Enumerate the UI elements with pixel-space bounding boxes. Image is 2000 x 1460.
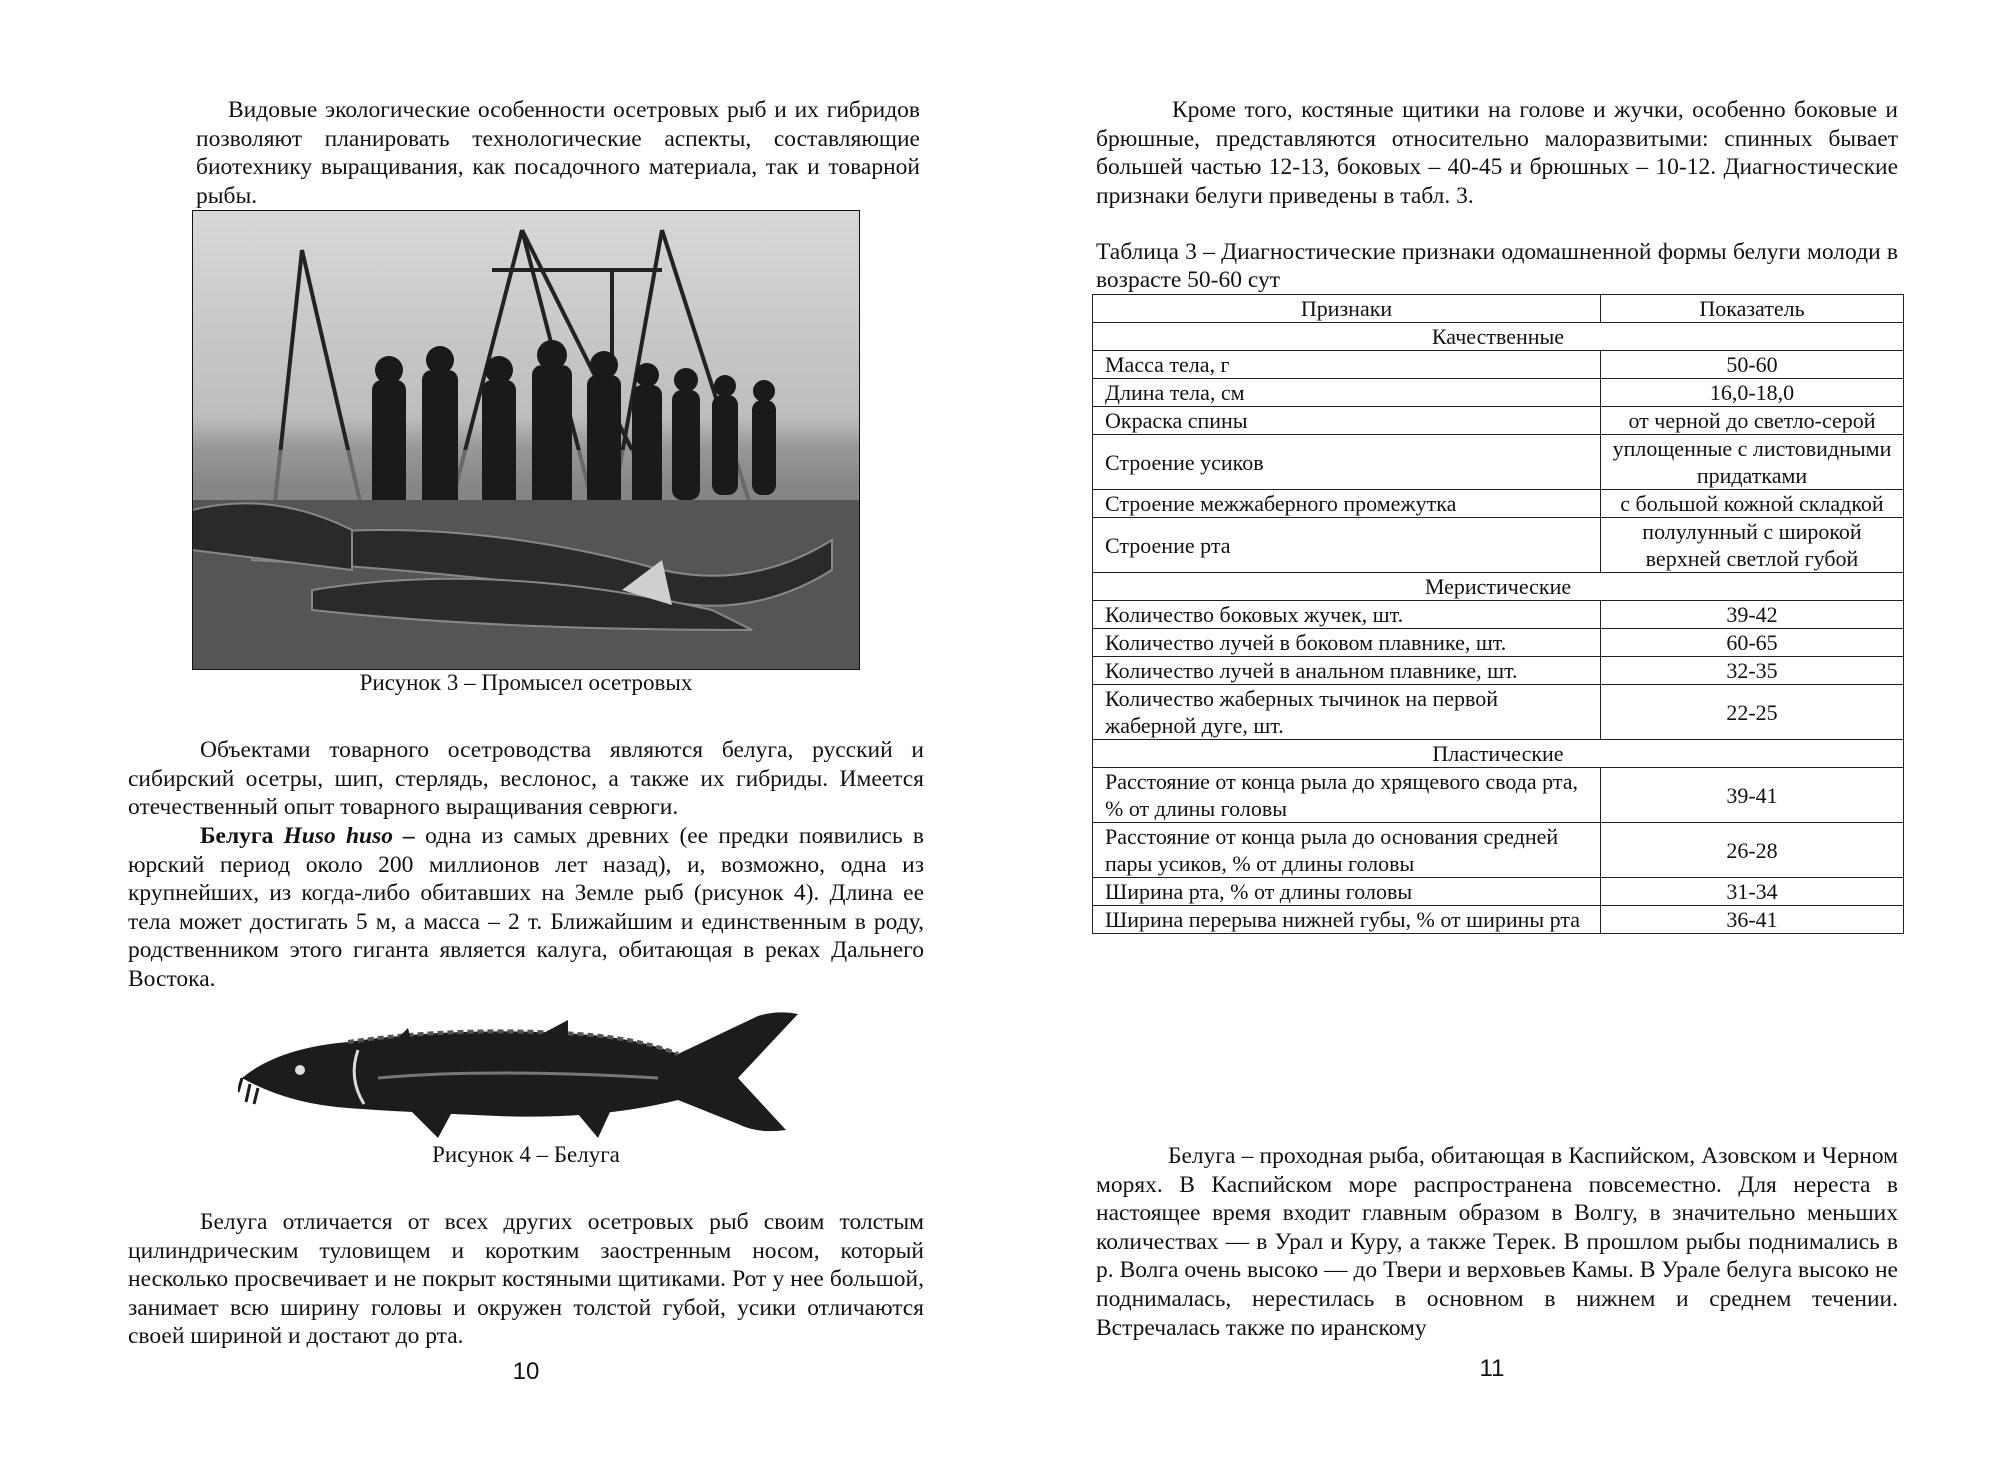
table-cell-value: 50-60 bbox=[1601, 351, 1904, 379]
table-cell-value: 31-34 bbox=[1601, 878, 1904, 906]
right-paragraph-1: Кроме того, костяные щитики на голове и жучки, особенно боковые и брюшные, представляются относительно малоразвитыми: спинных бывает большей частью 12-13, боковых – 40-45 и брюшных – 10-12. Диагностические признаки белуги приведены в табл. 3. bbox=[1096, 97, 1898, 209]
figure-3-caption: Рисунок 3 – Промысел осетровых bbox=[359, 670, 693, 695]
table-cell-value: 32-35 bbox=[1601, 657, 1904, 685]
table-cell-feature: Длина тела, см bbox=[1093, 379, 1601, 407]
table-section-title: Пластические bbox=[1093, 740, 1904, 768]
table-cell-feature: Ширина рта, % от длины головы bbox=[1093, 878, 1601, 906]
table-cell-feature: Количество лучей в боковом плавнике, шт. bbox=[1093, 629, 1601, 657]
beluga-term: Белуга bbox=[200, 823, 274, 849]
table-cell-feature: Строение усиков bbox=[1093, 435, 1601, 490]
table-cell-value: от черной до светло-серой bbox=[1601, 407, 1904, 435]
figure-4-caption: Рисунок 4 – Белуга bbox=[432, 1142, 620, 1167]
table-cell-value: 22-25 bbox=[1601, 685, 1904, 740]
table-row bbox=[1093, 657, 1904, 685]
table-row bbox=[1093, 435, 1904, 490]
table-3-caption: Таблица 3 – Диагностические признаки одомашненной формы белуги молоди в возрасте 50-60 сут bbox=[1096, 239, 1898, 293]
table-section-row bbox=[1093, 573, 1904, 601]
diagnostic-table bbox=[1092, 294, 1904, 934]
table-row bbox=[1093, 685, 1904, 740]
table-cell-feature: Количество боковых жучек, шт. bbox=[1093, 601, 1601, 629]
table-cell-value: 26-28 bbox=[1601, 823, 1904, 878]
table-cell-value: 39-41 bbox=[1601, 768, 1904, 823]
table-cell-value: с большой кожной складкой bbox=[1601, 490, 1904, 518]
table-cell-feature: Строение рта bbox=[1093, 518, 1601, 573]
table-row bbox=[1093, 906, 1904, 934]
table-cell-feature: Масса тела, г bbox=[1093, 351, 1601, 379]
table-header-row bbox=[1093, 295, 1904, 323]
table-row bbox=[1093, 407, 1904, 435]
table-row bbox=[1093, 629, 1904, 657]
table-section-row bbox=[1093, 323, 1904, 351]
fishery-photo-illustration bbox=[192, 210, 860, 670]
table-row bbox=[1093, 518, 1904, 573]
table-row bbox=[1093, 878, 1904, 906]
left-paragraph-3: Белуга Huso huso – одна из самых древних (ее предки появились в юрский период около 200 миллионов лет назад), и, возможно, одна из крупнейших, из когда-либо обитавших на Земле рыб (рисунок 4). Длина ее тела может достигать 5 м, а масса – 2 т. Ближайшим и единственным в роду, родственником этого гиганта является калуга, обитающая в реках Дальнего Востока. bbox=[128, 823, 924, 992]
left-paragraph-4: Белуга отличается от всех других осетровых рыб своим толстым цилиндрическим туловищем и коротким заостренным носом, который несколько просвечивает и не покрыт костяными щитиками. Рот у нее большой, занимает всю ширину головы и окружен толстой губой, усики отличаются своей шириной и достают до рта. bbox=[128, 1209, 924, 1350]
left-paragraph-1: Видовые экологические особенности осетровых рыб и их гибридов позволяют планировать технологические аспекты, составляющие биотехнику выращивания, как посадочного материала, так и товарной рыбы. bbox=[196, 97, 920, 209]
table-section-row bbox=[1093, 740, 1904, 768]
huso-huso-term: Huso huso – bbox=[283, 823, 415, 849]
left-paragraph-2: Объектами товарного осетроводства являются белуга, русский и сибирский осетры, шип, стерлядь, веслонос, а также их гибриды. Имеется отечественный опыт товарного выращивания севрюги. bbox=[128, 737, 924, 821]
table-row bbox=[1093, 823, 1904, 878]
right-paragraph-2: Белуга – проходная рыба, обитающая в Каспийском, Азовском и Черном морях. В Каспийском море распространена повсеместно. Для нереста в настоящее время входит главным образом в Волгу, в значительно меньших количествах — в Урал и Куру, а также Терек. В прошлом рыбы поднимались в р. Волга очень высоко — до Твери и верховьев Камы. В Урале белуга высоко не поднималась, нерестилась в основном в нижнем и среднем течении. Встречалась также по иранскому bbox=[1096, 1143, 1898, 1341]
table-cell-feature: Строение межжаберного промежутка bbox=[1093, 490, 1601, 518]
figure-4-beluga-drawing bbox=[238, 1008, 808, 1144]
figure-3-photo bbox=[192, 210, 860, 670]
table-row bbox=[1093, 379, 1904, 407]
page-number-left: 10 bbox=[512, 1358, 540, 1385]
table-cell-feature: Расстояние от конца рыла до хрящевого свода рта, % от длины головы bbox=[1093, 768, 1601, 823]
table-section-title: Качественные bbox=[1093, 323, 1904, 351]
table-row bbox=[1093, 601, 1904, 629]
table-cell-value: 36-41 bbox=[1601, 906, 1904, 934]
table-cell-feature: Окраска спины bbox=[1093, 407, 1601, 435]
header-value: Показатель bbox=[1601, 295, 1904, 323]
table-cell-value: 60-65 bbox=[1601, 629, 1904, 657]
table-cell-value: уплощенные с листовидными придатками bbox=[1601, 435, 1904, 490]
table-cell-feature: Ширина перерыва нижней губы, % от ширины рта bbox=[1093, 906, 1601, 934]
table-row bbox=[1093, 490, 1904, 518]
header-features: Признаки bbox=[1093, 295, 1601, 323]
table-cell-value: полулунный с широкой верхней светлой губой bbox=[1601, 518, 1904, 573]
table-cell-value: 39-42 bbox=[1601, 601, 1904, 629]
beluga-fish-illustration bbox=[238, 1008, 808, 1144]
table-cell-value: 16,0-18,0 bbox=[1601, 379, 1904, 407]
table-cell-feature: Расстояние от конца рыла до основания средней пары усиков, % от длины головы bbox=[1093, 823, 1601, 878]
table-cell-feature: Количество лучей в анальном плавнике, шт. bbox=[1093, 657, 1601, 685]
table-row bbox=[1093, 351, 1904, 379]
table-cell-feature: Количество жаберных тычинок на первой жаберной дуге, шт. bbox=[1093, 685, 1601, 740]
page-number-right: 11 bbox=[1479, 1355, 1505, 1382]
table-section-title: Меристические bbox=[1093, 573, 1904, 601]
table-row bbox=[1093, 768, 1904, 823]
